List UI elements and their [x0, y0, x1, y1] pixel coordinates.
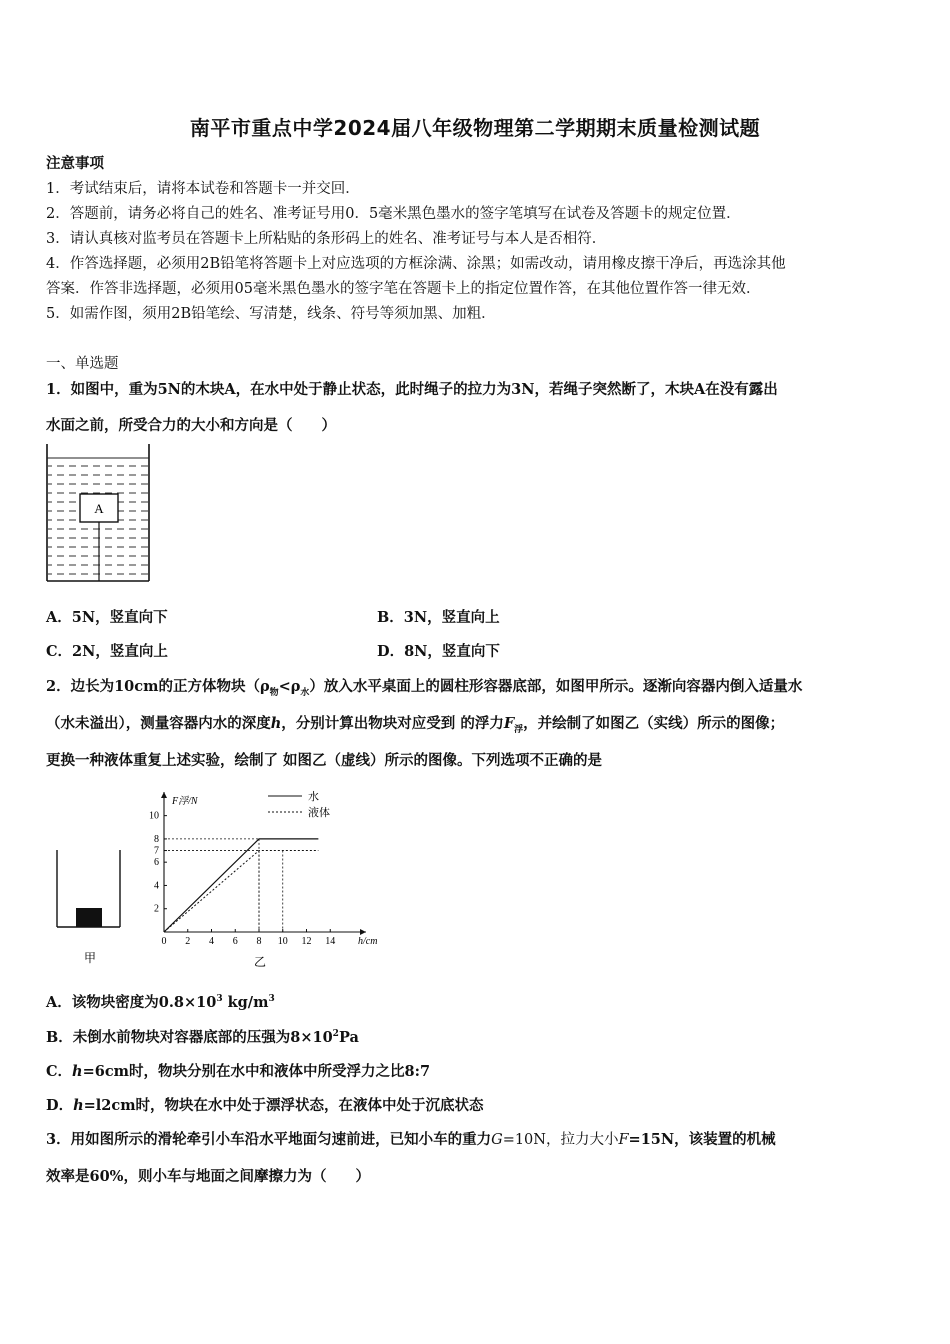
q2-figure-jia: [50, 846, 130, 966]
x-tick-label: 0: [161, 936, 167, 947]
q1-line1: 1．如图中，重为5N的木块A，在水中处于静止状态，此时绳子的拉力为3N，若绳子突然断了，木块A在没有露出: [46, 381, 778, 398]
q3-line2: 效率是60%，则小车与地面之间摩擦力为（ ）: [46, 1168, 370, 1185]
chart-axes: [161, 792, 377, 947]
q2-chart-yi: [140, 786, 390, 976]
y-tick-label: 2: [154, 903, 159, 915]
x-tick-label: 12: [301, 936, 312, 947]
y-tick-label: 10: [149, 810, 159, 822]
y-tick-label: 8: [154, 833, 159, 845]
notice-item-4-cont: 答案．作答非选择题，必须用05毫米黑色墨水的签字笔在答题卡上的指定位置作答，在其他位置作答一律无效．: [46, 281, 761, 297]
notice-item-4: 4．作答选择题，必须用2B铅笔将答题卡上对应选项的方框涂满、涂黑；如需改动，请用橡皮擦干净后，再选涂其他: [46, 256, 786, 272]
legend-label-液体: 液体: [308, 806, 330, 819]
q1-option-d: D．8N，竖直向下: [377, 643, 500, 660]
notice-heading: 注意事项: [46, 155, 104, 172]
q2-line1: 2．边长为10cm的正方体物块$(\rho_物<\rho_水)$放入水平桌面上的圆柱形容器底部，如图甲所示。逐渐向容器内倒入适量水: [46, 678, 803, 698]
series-line-液体: [164, 851, 318, 932]
x-tick-label: 4: [209, 936, 214, 947]
q3-line1: 3．用如图所示的滑轮牵引小车沿水平地面匀速前进，已知小车的重力G=10N，拉力大小F=15N，该装置的机械: [46, 1131, 776, 1148]
chart-ticks: [149, 811, 335, 947]
x-tick-label: 6: [232, 936, 238, 947]
notice-item-2: 2．答题前，请务必将自己的姓名、准考证号用0．5毫米黑色墨水的签字笔填写在试卷及答题卡的规定位置．: [46, 206, 741, 222]
q1-line2: 水面之前，所受合力的大小和方向是（ ）: [46, 417, 336, 434]
y-axis-label: F浮/N: [172, 796, 198, 807]
chart-legend: [268, 789, 330, 819]
q2-option-c: C．h=6cm时，物块分别在水中和液体中所受浮力之比8:7: [46, 1063, 431, 1080]
y-tick-label: 7: [154, 845, 159, 857]
notice-item-3: 3．请认真核对监考员在答题卡上所粘贴的条形码上的姓名、准考证号与本人是否相符．: [46, 231, 607, 247]
x-tick-label: 10: [277, 936, 288, 947]
notice-item-5: 5．如需作图，须用2B铅笔绘、写清楚，线条、符号等须加黑、加粗．: [46, 306, 496, 322]
notice-item-1: 1．考试结束后，请将本试卷和答题卡一并交回．: [46, 181, 360, 197]
q2-option-a: A．该物块密度为$0.8\times 10^3$ $kg/m^3$: [46, 994, 275, 1011]
block-a-label: A: [94, 501, 104, 516]
x-axis-arrow: [360, 929, 366, 935]
jia-caption: 甲: [83, 951, 97, 965]
q1-option-a: A．5N，竖直向下: [46, 609, 168, 626]
q1-option-c: C．2N，竖直向上: [46, 643, 168, 660]
page-title: 南平市重点中学2024届八年级物理第二学期期末质量检测试题: [189, 116, 761, 140]
q1-figure: [44, 444, 154, 584]
x-tick-label: 2: [185, 936, 191, 947]
y-axis-arrow: [161, 792, 167, 798]
chart-series: [164, 839, 318, 932]
legend-label-水: 水: [308, 790, 319, 803]
q2-option-d: D．h=l2cm时，物块在水中处于漂浮状态，在液体中处于沉底状态: [46, 1097, 484, 1114]
y-tick-label: 4: [154, 880, 159, 892]
y-tick-label: 6: [154, 857, 159, 869]
x-tick-label: 8: [256, 936, 262, 947]
q2-line2: （水未溢出），测量容器内水的深度h，分别计算出物块对应受到 的浮力$F_浮$，并绘制了如图乙（实线）所示的图像；: [46, 715, 785, 735]
q1-option-b: B．3N，竖直向上: [377, 609, 500, 626]
x-tick-label: 14: [325, 936, 336, 947]
jia-block: [76, 908, 102, 927]
q2-option-b: B．未倒水前物块对容器底部的压强为$8\times 10^2Pa$: [46, 1029, 359, 1046]
series-line-水: [164, 839, 318, 932]
section-heading: 一、单选题: [46, 356, 119, 372]
q2-line3: 更换一种液体重复上述实验，绘制了 如图乙（虚线）所示的图像。下列选项不正确的是: [46, 752, 603, 769]
x-axis-label: h/cm: [358, 936, 378, 947]
yi-caption: 乙: [253, 955, 267, 969]
